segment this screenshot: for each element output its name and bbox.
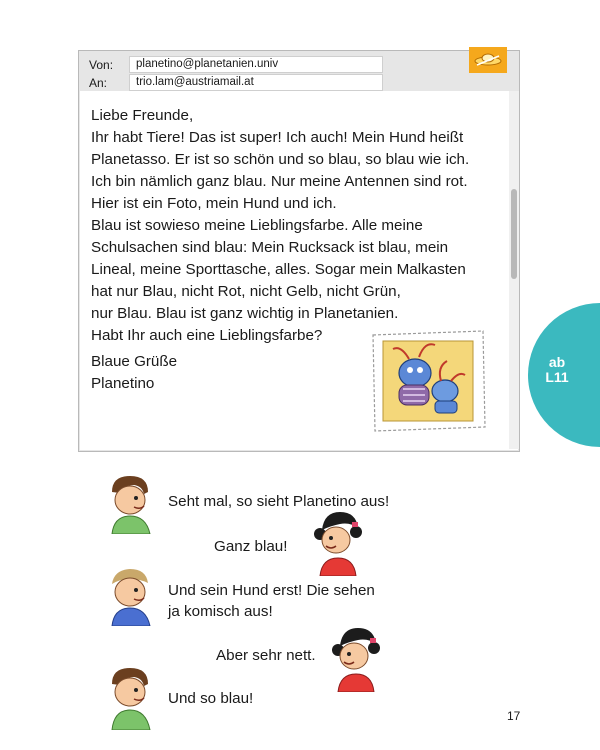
email-window [78,50,520,452]
scroll-thumb[interactable] [511,189,517,279]
body-line: nur Blau. Blau ist ganz wichtig in Planetanien. [91,305,399,322]
girl-pigtails-avatar [330,624,380,692]
scrollbar[interactable] [509,91,519,449]
email-body [91,105,491,347]
boy-curly-avatar [104,472,154,534]
body-line: Habt Ihr auch eine Lieblingsfarbe? [91,327,323,344]
dialogue-line: Und sein Hund erst! Die sehen [168,582,375,599]
girl-pigtails-avatar [312,508,362,576]
dialogue-line: Seht mal, so sieht Planetino aus! [168,493,390,510]
boy-curly-avatar [104,664,154,730]
dialogue-line: ja komisch aus! [168,603,273,620]
to-field: trio.lam@austriamail.at [129,74,383,91]
side-tab-label [540,355,574,385]
ufo-icon [469,47,507,73]
body-line: Ich bin nämlich ganz blau. Nur meine Antennen sind rot. [91,173,468,190]
signoff-line: Blaue Grüße [91,353,178,370]
body-line: Liebe Freunde, [91,107,194,124]
body-line: Lineal, meine Sporttasche, alles. Sogar mein Malkasten [91,261,466,278]
signoff [91,351,177,395]
body-line: hat nur Blau, nicht Rot, nicht Gelb, nicht Grün, [91,283,401,300]
body-line: Hier ist ein Foto, mein Hund und ich. [91,195,337,212]
dialogue-line: Und so blau! [168,690,254,707]
stamp-photo [369,329,487,433]
signoff-line: Planetino [91,375,155,392]
body-line: Schulsachen sind blau: Mein Rucksack ist blau, mein [91,239,449,256]
boy-blond-avatar [104,564,154,626]
dialogue-line: Aber sehr nett. [216,647,316,664]
side-tab-line2: L11 [545,369,569,385]
side-tab-line1: ab [548,354,566,370]
body-line: Planetasso. Er ist so schön und so blau, so blau wie ich. [91,151,470,168]
from-field: planetino@planetanien.univ [129,56,383,73]
email-header [79,51,519,91]
to-label: An: [89,76,108,90]
from-label: Von: [89,58,114,72]
page-number: 17 [507,709,521,723]
body-line: Blau ist sowieso meine Lieblingsfarbe. Alle meine [91,217,423,234]
dialogue-line: Ganz blau! [214,538,288,555]
body-line: Ihr habt Tiere! Das ist super! Ich auch! Mein Hund heißt [91,129,464,146]
